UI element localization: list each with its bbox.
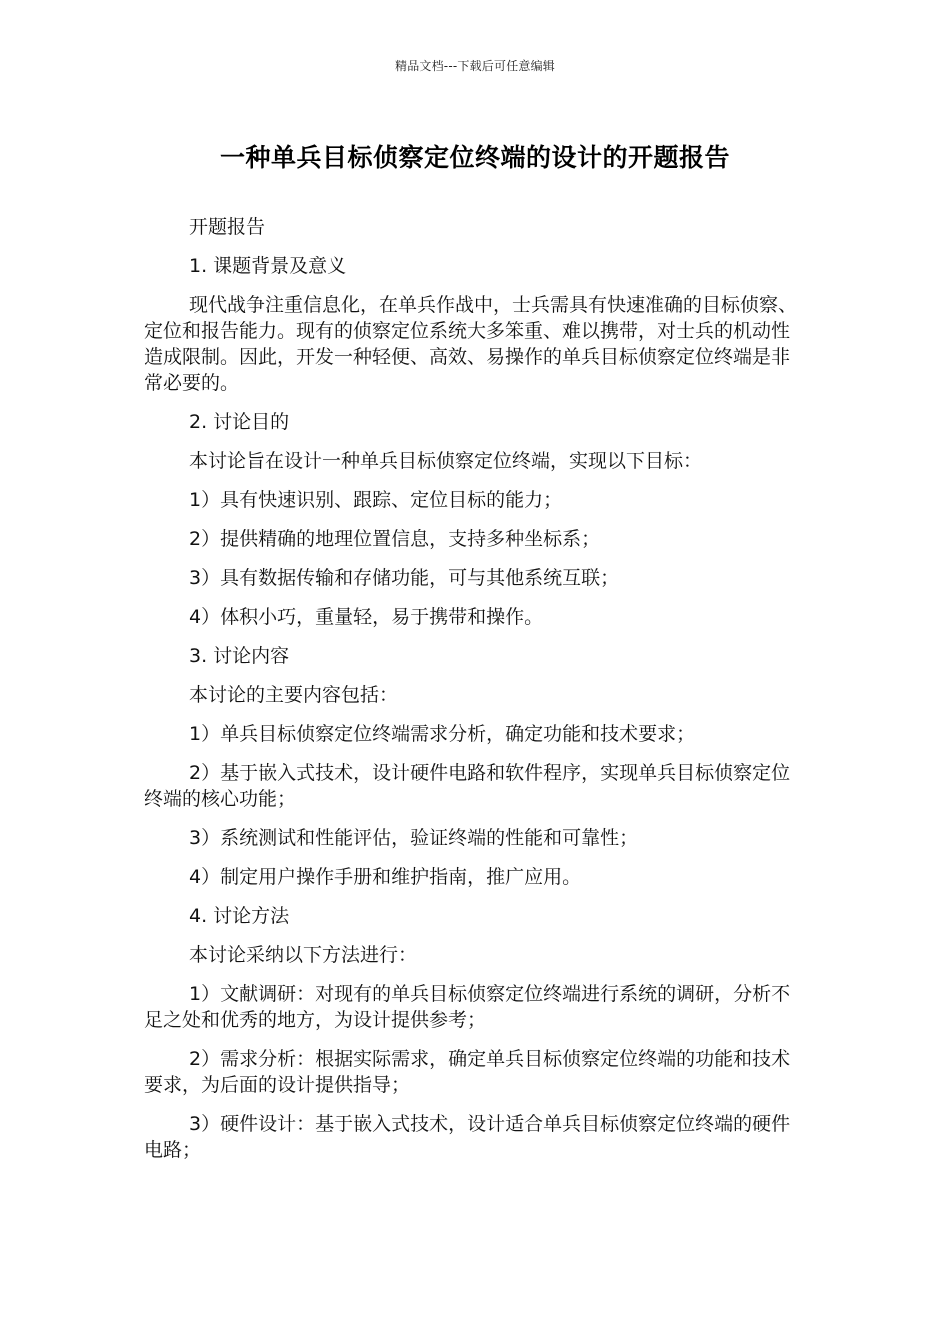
body-paragraph: 本讨论采纳以下方法进行： — [189, 944, 418, 966]
document-body — [144, 214, 806, 1176]
body-paragraph: 现代战争注重信息化，在单兵作战中，士兵需具有快速准确的目标侦察、定位和报告能力。现有的侦察定位系统大多笨重、难以携带，对士兵的机动性造成限制。因此，开发一种轻便、高效、易操作的单兵目标侦察定位终端是非常必要的。 — [144, 294, 798, 394]
body-paragraph: 本讨论旨在设计一种单兵目标侦察定位终端，实现以下目标： — [189, 450, 703, 472]
list-item: 4）制定用户操作手册和维护指南，推广应用。 — [189, 866, 582, 888]
section-label: 开题报告 — [189, 216, 266, 238]
section-heading-background: 1. 课题背景及意义 — [189, 255, 347, 277]
list-item: 2）基于嵌入式技术，设计硬件电路和软件程序，实现单兵目标侦察定位终端的核心功能； — [144, 762, 791, 810]
header-note: 精品文档---下载后可任意编辑 — [395, 59, 555, 73]
section-heading-content: 3. 讨论内容 — [189, 645, 290, 667]
list-item: 3）硬件设计：基于嵌入式技术，设计适合单兵目标侦察定位终端的硬件电路； — [144, 1113, 791, 1161]
list-item: 1）单兵目标侦察定位终端需求分析，确定功能和技术要求； — [189, 723, 696, 745]
list-item: 3）系统测试和性能评估，验证终端的性能和可靠性； — [189, 827, 639, 849]
list-item: 3）具有数据传输和存储功能，可与其他系统互联； — [189, 567, 620, 589]
list-item: 1）具有快速识别、跟踪、定位目标的能力； — [189, 489, 563, 511]
list-item: 2）需求分析：根据实际需求，确定单兵目标侦察定位终端的功能和技术要求，为后面的设计提供指导； — [144, 1048, 791, 1096]
body-paragraph: 本讨论的主要内容包括： — [189, 684, 399, 706]
list-item: 2）提供精确的地理位置信息，支持多种坐标系； — [189, 528, 601, 550]
section-heading-method: 4. 讨论方法 — [189, 905, 290, 927]
section-heading-purpose: 2. 讨论目的 — [189, 411, 290, 433]
document-title: 一种单兵目标侦察定位终端的设计的开题报告 — [219, 143, 730, 172]
list-item: 1）文献调研：对现有的单兵目标侦察定位终端进行系统的调研，分析不足之处和优秀的地方，为设计提供参考； — [144, 983, 791, 1031]
list-item: 4）体积小巧，重量轻，易于携带和操作。 — [189, 606, 544, 628]
